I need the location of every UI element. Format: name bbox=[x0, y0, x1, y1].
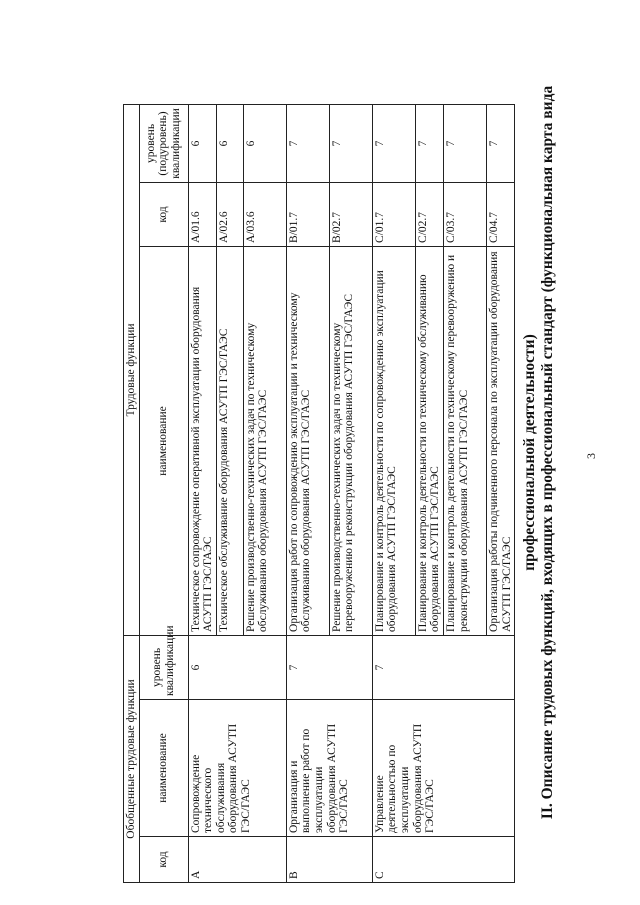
function-code-cell: B/01.7 bbox=[286, 182, 329, 246]
function-code-cell: C/02.7 bbox=[415, 182, 443, 246]
section-title-line-1: II. Описание трудовых функций, входящих в профессиональный стандарт (функциональная карта вида bbox=[539, 85, 556, 820]
function-level-cell: 7 bbox=[286, 104, 329, 182]
gen-name-cell: Сопровождение технического обслуживания оборудования АСУТП ГЭС/ГАЭС bbox=[188, 700, 286, 837]
gen-level-cell: 7 bbox=[286, 635, 372, 699]
page-number: 3 bbox=[584, 453, 598, 459]
function-name-cell: Техническое обслуживание оборудования АСУТП ГЭС/ГАЭС bbox=[216, 246, 243, 635]
function-name-cell: Организация работ по сопровождению эксплуатации и техническому обслуживанию оборудования АСУТП ГЭС/ГАЭС bbox=[286, 246, 329, 635]
gen-code-cell: B bbox=[286, 837, 372, 883]
gen-name-cell: Управление деятельностью по эксплуатации оборудования АСУТП ГЭС/ГАЭС bbox=[372, 700, 514, 837]
section-title-line-2: профессиональной деятельности) bbox=[521, 334, 538, 571]
function-level-cell: 7 bbox=[486, 104, 514, 182]
function-level-cell: 6 bbox=[243, 104, 286, 182]
function-level-cell: 7 bbox=[415, 104, 443, 182]
group-labor-header: Трудовые функции bbox=[124, 104, 140, 635]
col-name2-header: наименование bbox=[139, 246, 188, 635]
group-header-row bbox=[124, 104, 140, 882]
col-level2-header: уровень (подуровень) квалификации bbox=[139, 104, 188, 182]
function-name-cell: Техническое сопровождение оперативной эксплуатации оборудования АСУТП ГЭС/ГАЭС bbox=[188, 246, 216, 635]
gen-name-cell: Организация и выполнение работ по эксплуатации оборудования АСУТП ГЭС/ГАЭС bbox=[286, 700, 372, 837]
function-name-cell: Планирование и контроль деятельности по техническому перевооружению и реконструкции оборудования АСУТП ГЭС/ГАЭС bbox=[443, 246, 486, 635]
function-level-cell: 6 bbox=[216, 104, 243, 182]
table-row bbox=[372, 104, 415, 882]
function-code-cell: B/02.7 bbox=[329, 182, 372, 246]
function-code-cell: A/01.6 bbox=[188, 182, 216, 246]
column-header-row bbox=[139, 104, 188, 882]
function-name-cell: Решение производственно-технических задач по техническому обслуживанию оборудования АСУТП ГЭС/ГАЭС bbox=[243, 246, 286, 635]
functional-map-table bbox=[123, 104, 515, 883]
function-name-cell: Планирование и контроль деятельности по техническому обслуживанию оборудования АСУТП ГЭС/ГАЭС bbox=[415, 246, 443, 635]
function-name-cell: Организация работы подчиненного персонала по эксплуатации оборудования АСУТП ГЭС/ГАЭС bbox=[486, 246, 514, 635]
table-row bbox=[286, 104, 329, 882]
function-name-cell: Решение производственно-технических задач по техническому перевооружению и реконструкции оборудования АСУТП ГЭС/ГАЭС bbox=[329, 246, 372, 635]
group-generalized-header: Обобщенные трудовые функции bbox=[124, 635, 140, 882]
function-code-cell: A/02.6 bbox=[216, 182, 243, 246]
col-code-header: код bbox=[139, 837, 188, 883]
function-level-cell: 7 bbox=[372, 104, 415, 182]
function-code-cell: A/03.6 bbox=[243, 182, 286, 246]
col-name-header: наименование bbox=[139, 700, 188, 837]
gen-level-cell: 7 bbox=[372, 635, 514, 699]
gen-level-cell: 6 bbox=[188, 635, 286, 699]
function-name-cell: Планирование и контроль деятельности по сопровождению эксплуатации оборудования АСУТП ГЭС/ГАЭС bbox=[372, 246, 415, 635]
col-level-header: уровень квалификации bbox=[139, 635, 188, 699]
table-row bbox=[188, 104, 216, 882]
function-level-cell: 7 bbox=[329, 104, 372, 182]
function-level-cell: 6 bbox=[188, 104, 216, 182]
function-code-cell: C/03.7 bbox=[443, 182, 486, 246]
function-code-cell: C/04.7 bbox=[486, 182, 514, 246]
function-level-cell: 7 bbox=[443, 104, 486, 182]
col-code2-header: код bbox=[139, 182, 188, 246]
function-code-cell: C/01.7 bbox=[372, 182, 415, 246]
gen-code-cell: C bbox=[372, 837, 514, 883]
gen-code-cell: A bbox=[188, 837, 286, 883]
